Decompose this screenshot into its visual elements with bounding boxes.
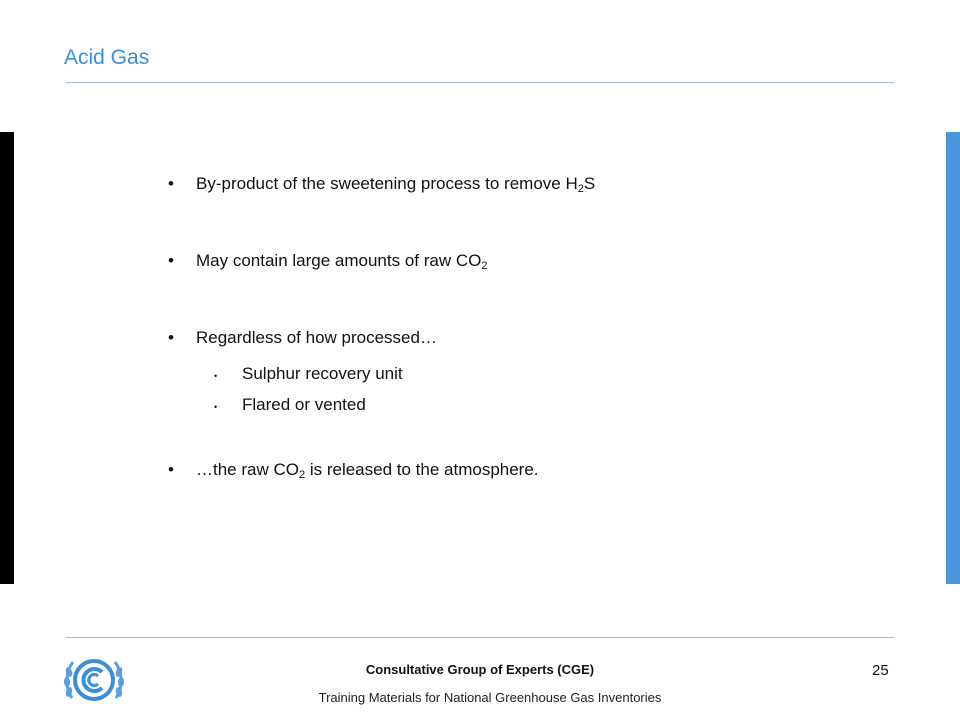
bullet-text: By-product of the sweetening process to remove $H_2S$ (196, 174, 596, 195)
sub-bullet-text: Flared or vented (242, 395, 366, 414)
sub-bullet-sulphur (214, 364, 403, 384)
bullet-icon: • (168, 328, 174, 347)
footer-divider (66, 637, 894, 638)
bullet-text: Regardless of how processed… (196, 328, 437, 347)
footer-subtitle: Training Materials for National Greenhouse Gas Inventories (318, 690, 662, 705)
bullet-icon: • (168, 251, 174, 270)
bullet-icon: • (168, 460, 174, 479)
bullet-icon: • (168, 174, 174, 193)
page-number: 25 (872, 662, 889, 679)
footer-organization: Consultative Group of Experts (CGE) (365, 662, 595, 677)
bullet-text: …the raw $CO_2$ is released to the atmosphere. (196, 460, 539, 481)
sub-bullet-text: Sulphur recovery unit (242, 364, 403, 383)
bullet-item-raw-co2 (168, 251, 487, 271)
bullet-item-regardless (168, 328, 437, 348)
bullet-item-byproduct (168, 174, 595, 194)
slide-title: Acid Gas (64, 46, 150, 69)
bullet-item-released (168, 460, 539, 480)
sub-bullet-flared (214, 395, 366, 415)
right-accent-bar (946, 132, 960, 584)
sub-bullet-icon: • (214, 402, 218, 412)
bullet-text: May contain large amounts of raw $CO_2$ (196, 251, 488, 272)
left-accent-bar (0, 132, 14, 584)
header-divider (66, 82, 894, 83)
sub-bullet-icon: • (214, 371, 218, 381)
